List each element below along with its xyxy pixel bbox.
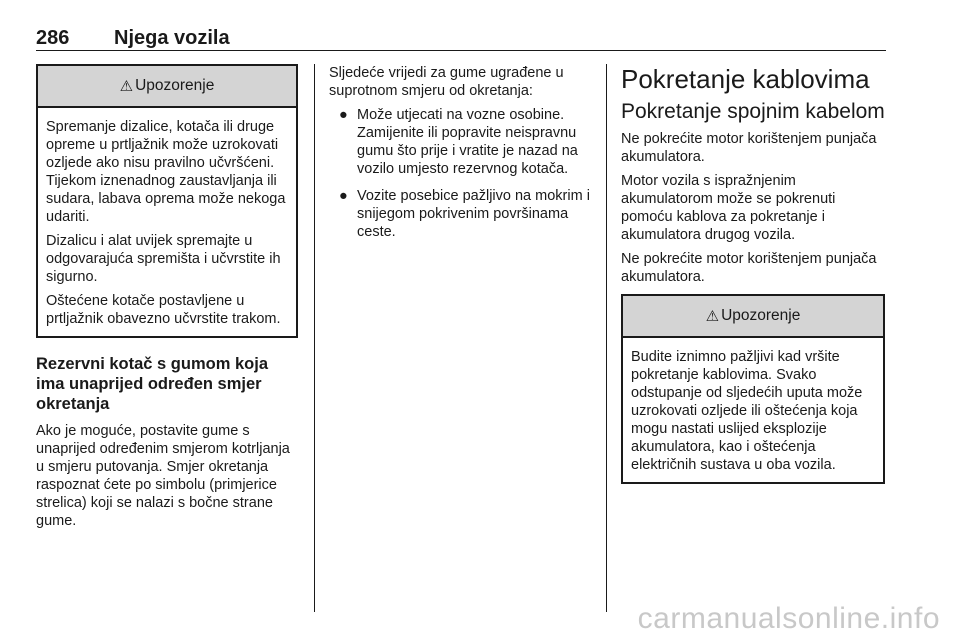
spare-wheel-subheading: Rezervni kotač s gumom koja ima unaprijed određen smjer okretanja (36, 355, 268, 413)
warning-box (36, 64, 298, 338)
column-divider-1 (314, 64, 315, 612)
warning-triangle-icon: ⚠ (119, 78, 134, 95)
column-divider-2 (606, 64, 607, 612)
column-2 (329, 64, 593, 250)
tyre-direction-list (329, 106, 593, 241)
warning-paragraph: Dizalicu i alat uvijek spremajte u odgovarajuća spremišta i učvrstite ih sigurno. (46, 233, 281, 285)
jump-start-paragraph: Motor vozila s ispražnjenim akumulatorom može se pokrenuti pomoću kablova za pokretanje i akumulatora drugog vozila. (621, 173, 836, 243)
warning-header (38, 66, 296, 108)
bullet-icon: ● (339, 188, 348, 204)
jump-start-paragraph: Ne pokrećite motor korištenjem punjača akumulatora. (621, 251, 877, 285)
column-1 (36, 64, 298, 536)
column-3 (621, 64, 885, 484)
list-item (329, 187, 593, 241)
header-rule (36, 50, 886, 51)
warning-paragraph: Oštećene kotače postavljene u prtljažnik obavezno učvrstite trakom. (46, 293, 281, 327)
list-item-text: Vozite posebice pažljivo na mokrim i snijegom pokrivenim površinama ceste. (357, 188, 590, 240)
warning-header (623, 296, 883, 338)
warning-title: Upozorenje (135, 77, 215, 94)
warning-paragraph: Spremanje dizalice, kotača ili druge opreme u prtljažnik može uzrokovati ozljede ako nisu pravilno učvršćeni. Tijekom iznenadnog zaustavljanja ili sudara, labava oprema može nekoga udariti. (46, 119, 286, 225)
page-header (36, 27, 886, 51)
warning-body (38, 108, 296, 336)
tyre-direction-intro: Sljedeće vrijedi za gume ugrađene u suprotnom smjeru od okretanja: (329, 65, 564, 99)
spare-wheel-paragraph: Ako je moguće, postavite gume s unaprijed određenim smjerom kotrljanja u smjeru putovanja. Smjer okretanja raspoznat ćete po simbolu (primjerice strelica) koji se nalazi s bočne strane gume. (36, 423, 290, 529)
bullet-icon: ● (339, 107, 348, 123)
running-head: Njega vozila (114, 27, 230, 49)
section-subtitle: Pokretanje spojnim kabelom (621, 100, 885, 123)
page-number: 286 (36, 27, 70, 49)
jump-start-paragraph: Ne pokrećite motor korištenjem punjača akumulatora. (621, 131, 877, 165)
list-item-text: Može utjecati na vozne osobine. Zamijenite ili popravite neispravnu gumu što prije i vratite je nazad na vozilo umjesto rezervnog kotača. (357, 107, 578, 177)
section-title: Pokretanje kablovima (621, 64, 870, 94)
warning-title: Upozorenje (721, 307, 801, 324)
watermark: carmanualsonline.info (637, 602, 940, 635)
warning-body (623, 338, 883, 482)
warning-box (621, 294, 885, 484)
warning-triangle-icon: ⚠ (705, 308, 720, 325)
list-item (329, 106, 593, 178)
warning-paragraph: Budite iznimno pažljivi kad vršite pokretanje kablovima. Svako odstupanje od sljedećih uputa može uzrokovati ozljede ili oštećenja koja mogu nastati uslijed eksplozije akumulatora, kao i oštećenja električnih sustava u oba vozila. (631, 349, 863, 473)
